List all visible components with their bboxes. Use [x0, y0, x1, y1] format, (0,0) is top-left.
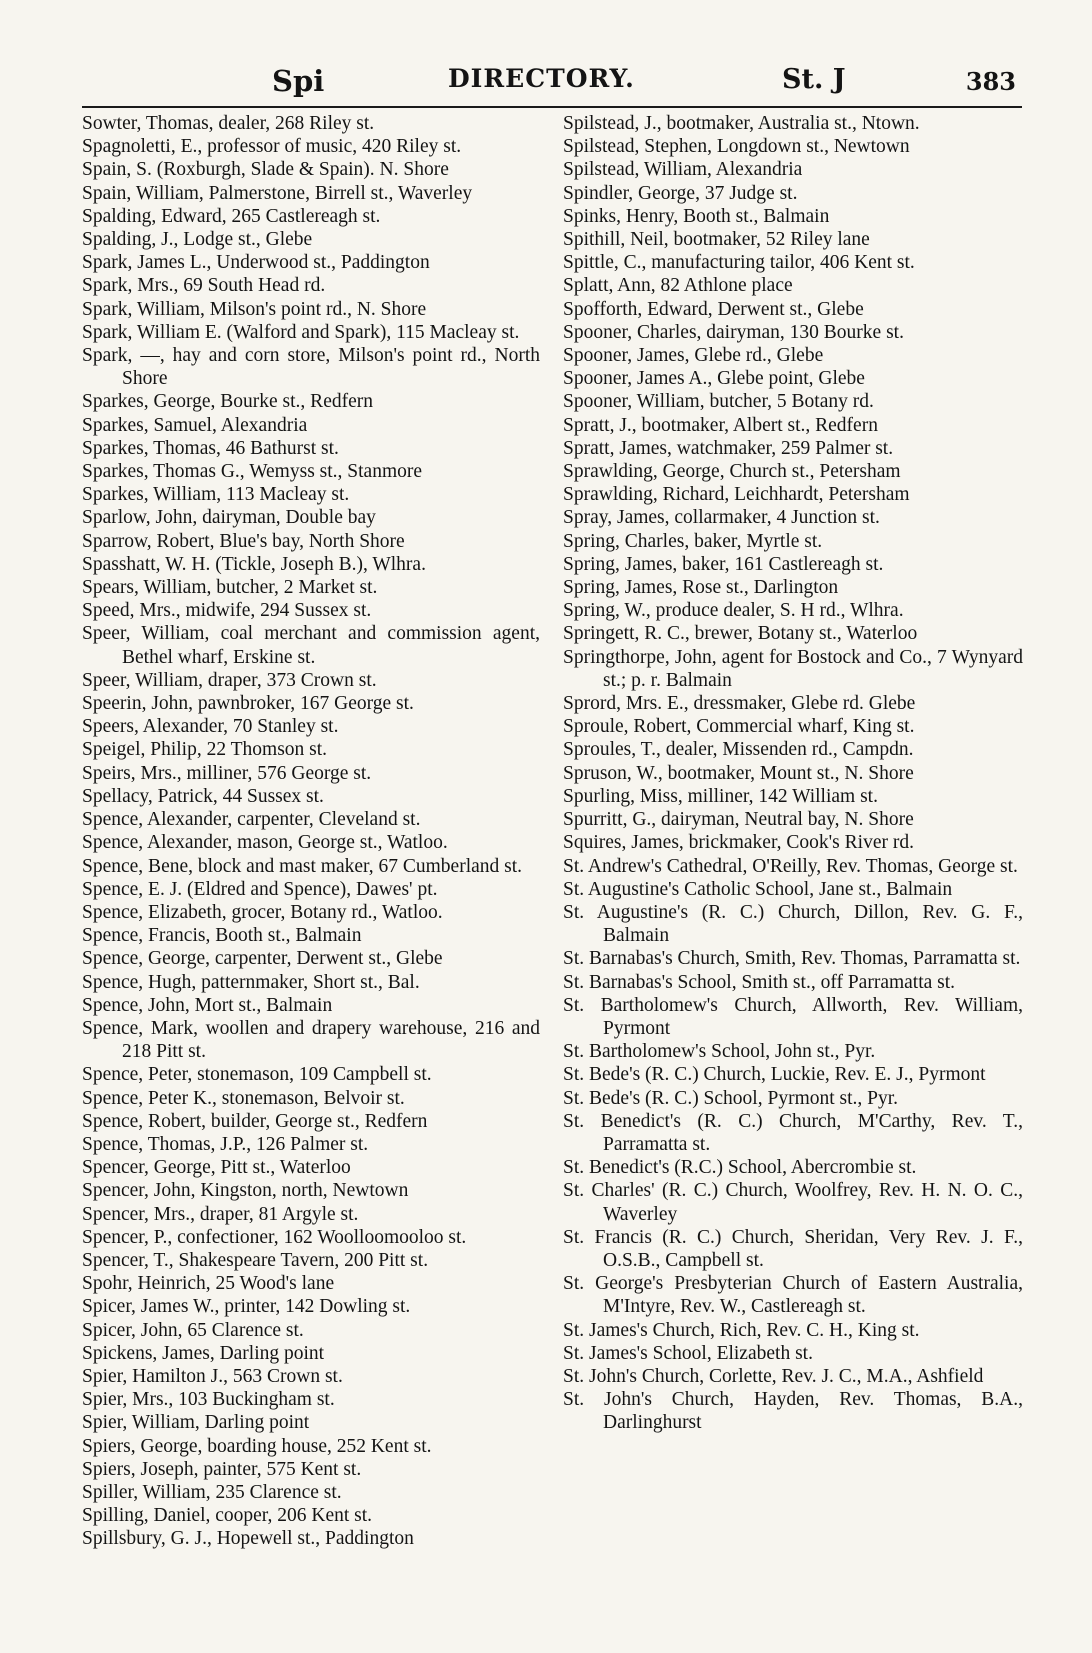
directory-entry: Sprawlding, Richard, Leichhardt, Petersham — [563, 484, 910, 506]
directory-entry: Spencer, T., Shakespeare Tavern, 200 Pitt st. — [82, 1249, 429, 1271]
directory-entry: Spurling, Miss, milliner, 142 William st. — [563, 785, 878, 807]
directory-entry: Spiers, George, boarding house, 252 Kent st. — [82, 1435, 432, 1457]
directory-entry: Spence, Alexander, mason, George st., Watloo. — [82, 832, 448, 854]
directory-entry: Spence, Hugh, patternmaker, Short st., Bal. — [82, 971, 420, 993]
directory-entry: Spasshatt, W. H. (Tickle, Joseph B.), Wlhra. — [82, 553, 426, 575]
directory-entry: Spratt, J., bootmaker, Albert st., Redfern — [563, 414, 878, 436]
directory-entry: Speigel, Philip, 22 Thomson st. — [82, 739, 328, 761]
directory-entry: Spark, James L., Underwood st., Paddington — [82, 252, 430, 274]
directory-entry: Sparkes, Thomas, 46 Bathurst st. — [82, 437, 339, 459]
directory-entry: St. Barnabas's Church, Smith, Rev. Thomas, Parramatta st. — [563, 948, 1021, 970]
directory-entry: Sparrow, Robert, Blue's bay, North Shore — [82, 530, 405, 552]
directory-entry: Spiller, William, 235 Clarence st. — [82, 1481, 342, 1503]
directory-entry: Spears, William, butcher, 2 Market st. — [82, 577, 378, 599]
directory-entry: Spence, Robert, builder, George st., Redfern — [82, 1110, 428, 1132]
directory-entry: Spring, James, Rose st., Darlington — [563, 577, 839, 599]
header-title: DIRECTORY. — [448, 64, 635, 93]
directory-entry: Speer, William, draper, 373 Crown st. — [82, 669, 377, 691]
directory-entry: Spence, Mark, woollen and drapery warehouse, 216 and 218 Pitt st. — [82, 1017, 540, 1063]
directory-entry: Sparkes, William, 113 Macleay st. — [82, 484, 350, 506]
directory-entry: Spooner, William, butcher, 5 Botany rd. — [563, 391, 874, 413]
directory-entry: Spier, Hamilton J., 563 Crown st. — [82, 1365, 343, 1387]
directory-entry: Spillsbury, G. J., Hopewell st., Paddington — [82, 1528, 414, 1550]
header-rule — [82, 106, 1022, 108]
directory-entry: Spencer, John, Kingston, north, Newtown — [82, 1180, 409, 1202]
page-number: 383 — [965, 67, 1016, 96]
directory-entry: Spellacy, Patrick, 44 Sussex st. — [82, 785, 324, 807]
directory-entry: Spencer, P., confectioner, 162 Woolloomooloo st. — [82, 1226, 467, 1248]
directory-entry: Sparkes, Samuel, Alexandria — [82, 414, 308, 436]
directory-entry: St. Augustine's (R. C.) Church, Dillon, Rev. G. F., Balmain — [563, 901, 1023, 947]
directory-entry: Spilstead, Stephen, Longdown st., Newtown — [563, 136, 910, 158]
directory-entry: Speirs, Mrs., milliner, 576 George st. — [82, 762, 372, 784]
directory-entry: Spring, W., produce dealer, S. H rd., Wlhra. — [563, 600, 904, 622]
directory-entry: Squires, James, brickmaker, Cook's River rd. — [563, 832, 914, 854]
directory-entry: Spofforth, Edward, Derwent st., Glebe — [563, 298, 864, 320]
directory-entry: Spithill, Neil, bootmaker, 52 Riley lane — [563, 229, 870, 251]
directory-entry: Spencer, Mrs., draper, 81 Argyle st. — [82, 1203, 359, 1225]
directory-entry: Sowter, Thomas, dealer, 268 Riley st. — [82, 113, 375, 134]
directory-entry: Spinks, Henry, Booth st., Balmain — [563, 205, 830, 227]
directory-entry: Springett, R. C., brewer, Botany st., Waterloo — [563, 623, 918, 645]
directory-entry: St. Benedict's (R. C.) Church, M'Carthy, Rev. T., Parramatta st. — [563, 1110, 1023, 1155]
directory-entry: Sprawlding, George, Church st., Petersham — [563, 461, 901, 483]
directory-entry: Speer, William, coal merchant and commission agent, Bethel wharf, Erskine st. — [82, 623, 540, 668]
directory-entry: Spindler, George, 37 Judge st. — [563, 182, 798, 204]
directory-entry: Spencer, George, Pitt st., Waterloo — [82, 1157, 351, 1179]
directory-entry: St. Benedict's (R.C.) School, Abercrombie st. — [563, 1157, 917, 1179]
directory-entry: Spickens, James, Darling point — [82, 1342, 325, 1364]
directory-entry: Spittle, C., manufacturing tailor, 406 Kent st. — [563, 252, 915, 274]
directory-entry: Spray, James, collarmaker, 4 Junction st. — [563, 507, 880, 529]
directory-entry: Spence, George, carpenter, Derwent st., Glebe — [82, 948, 443, 970]
directory-entry: Springthorpe, John, agent for Bostock and Co., 7 Wynyard st.; p. r. Balmain — [563, 646, 1023, 691]
directory-entry: Spiers, Joseph, painter, 575 Kent st. — [82, 1458, 362, 1480]
directory-entry: Sproules, T., dealer, Missenden rd., Campdn. — [563, 739, 914, 761]
directory-entry: Spooner, James A., Glebe point, Glebe — [563, 368, 865, 390]
directory-entry: St. John's Church, Corlette, Rev. J. C., M.A., Ashfield — [563, 1365, 984, 1387]
directory-entry: Spence, John, Mort st., Balmain — [82, 994, 333, 1016]
directory-entry: St. Charles' (R. C.) Church, Woolfrey, Rev. H. N. O. C., Waverley — [563, 1180, 1023, 1225]
directory-entry: St. James's Church, Rich, Rev. C. H., King st. — [563, 1319, 920, 1341]
directory-entry: St. Augustine's Catholic School, Jane st., Balmain — [563, 878, 953, 900]
directory-entry: Spalding, J., Lodge st., Glebe — [82, 229, 313, 251]
directory-entry: Spooner, Charles, dairyman, 130 Bourke st. — [563, 321, 904, 343]
directory-entry: Speerin, John, pawnbroker, 167 George st. — [82, 693, 414, 715]
directory-entry: Spring, James, baker, 161 Castlereagh st. — [563, 553, 884, 575]
directory-entry: Spratt, James, watchmaker, 259 Palmer st. — [563, 437, 894, 459]
directory-entry: Speers, Alexander, 70 Stanley st. — [82, 716, 339, 738]
directory-entry: Spalding, Edward, 265 Castlereagh st. — [82, 205, 381, 227]
page-header — [82, 64, 1022, 104]
directory-entry: Speed, Mrs., midwife, 294 Sussex st. — [82, 600, 372, 622]
directory-entry: St. John's Church, Hayden, Rev. Thomas, B.A., Darlinghurst — [563, 1389, 1023, 1434]
directory-entry: Spilling, Daniel, cooper, 206 Kent st. — [82, 1505, 373, 1527]
directory-entry: St. Francis (R. C.) Church, Sheridan, Very Rev. J. F., O.S.B., Campbell st. — [563, 1226, 1023, 1271]
directory-entry: Spence, Elizabeth, grocer, Botany rd., Watloo. — [82, 901, 443, 923]
directory-entry: Spain, S. (Roxburgh, Slade & Spain). N. Shore — [82, 159, 449, 181]
header-right-guide-word: St. J — [782, 64, 846, 95]
directory-entry: Spence, Francis, Booth st., Balmain — [82, 925, 362, 947]
directory-entry: Spark, William E. (Walford and Spark), 115 Macleay st. — [82, 321, 520, 343]
directory-entry: Sparkes, George, Bourke st., Redfern — [82, 391, 373, 413]
directory-entry: Spark, —, hay and corn store, Milson's point rd., North Shore — [82, 345, 540, 390]
directory-entry: Spence, Alexander, carpenter, Cleveland st. — [82, 809, 421, 831]
directory-entry: Sparkes, Thomas G., Wemyss st., Stanmore — [82, 461, 423, 483]
directory-entry: Spence, E. J. (Eldred and Spence), Dawes' pt. — [82, 878, 438, 900]
directory-entry: Spence, Thomas, J.P., 126 Palmer st. — [82, 1133, 369, 1155]
directory-entry: Spence, Peter K., stonemason, Belvoir st. — [82, 1087, 405, 1109]
directory-entry: St. James's School, Elizabeth st. — [563, 1342, 813, 1364]
directory-entry: Spark, William, Milson's point rd., N. Shore — [82, 298, 427, 320]
directory-entry: Spier, Mrs., 103 Buckingham st. — [82, 1389, 335, 1411]
directory-entry: Spain, William, Palmerstone, Birrell st., Waverley — [82, 182, 473, 204]
directory-entry: Spooner, James, Glebe rd., Glebe — [563, 345, 824, 367]
directory-entry: Spohr, Heinrich, 25 Wood's lane — [82, 1273, 335, 1295]
directory-entry: Spence, Peter, stonemason, 109 Campbell st. — [82, 1064, 432, 1086]
directory-entry: St. Bede's (R. C.) School, Pyrmont st., Pyr. — [563, 1087, 899, 1109]
directory-entry: Spier, William, Darling point — [82, 1412, 310, 1434]
directory-entry: Spruson, W., bootmaker, Mount st., N. Shore — [563, 762, 914, 784]
directory-entry: Spark, Mrs., 69 South Head rd. — [82, 275, 326, 297]
right-column — [563, 112, 1023, 1435]
directory-entry: St. Bartholomew's Church, Allworth, Rev. William, Pyrmont — [563, 994, 1023, 1039]
directory-entry: St. Bede's (R. C.) Church, Luckie, Rev. E. J., Pyrmont — [563, 1064, 986, 1086]
directory-entry: Spagnoletti, E., professor of music, 420 Riley st. — [82, 136, 462, 158]
directory-entry: Spilstead, J., bootmaker, Australia st., Ntown. — [563, 113, 920, 134]
directory-entry: Sparlow, John, dairyman, Double bay — [82, 507, 376, 529]
directory-entry: Sproule, Robert, Commercial wharf, King st. — [563, 716, 915, 738]
directory-entry: St. Barnabas's School, Smith st., off Parramatta st. — [563, 971, 956, 993]
directory-entry: Sprord, Mrs. E., dressmaker, Glebe rd. Glebe — [563, 693, 916, 715]
left-column — [82, 112, 540, 1551]
directory-entry: Spring, Charles, baker, Myrtle st. — [563, 530, 823, 552]
directory-entry: St. George's Presbyterian Church of Eastern Australia, M'Intyre, Rev. W., Castlereagh st. — [563, 1273, 1023, 1318]
header-left-guide-word: Spi — [272, 64, 325, 98]
directory-entry: Splatt, Ann, 82 Athlone place — [563, 275, 793, 297]
directory-entry: St. Andrew's Cathedral, O'Reilly, Rev. Thomas, George st. — [563, 855, 1018, 877]
directory-entry: Spilstead, William, Alexandria — [563, 159, 803, 181]
directory-entry: St. Bartholomew's School, John st., Pyr. — [563, 1041, 876, 1063]
directory-entry: Spurritt, G., dairyman, Neutral bay, N. Shore — [563, 809, 914, 831]
directory-entry: Spicer, John, 65 Clarence st. — [82, 1319, 304, 1341]
directory-entry: Spicer, James W., printer, 142 Dowling st. — [82, 1296, 411, 1318]
directory-entry: Spence, Bene, block and mast maker, 67 Cumberland st. — [82, 855, 523, 877]
